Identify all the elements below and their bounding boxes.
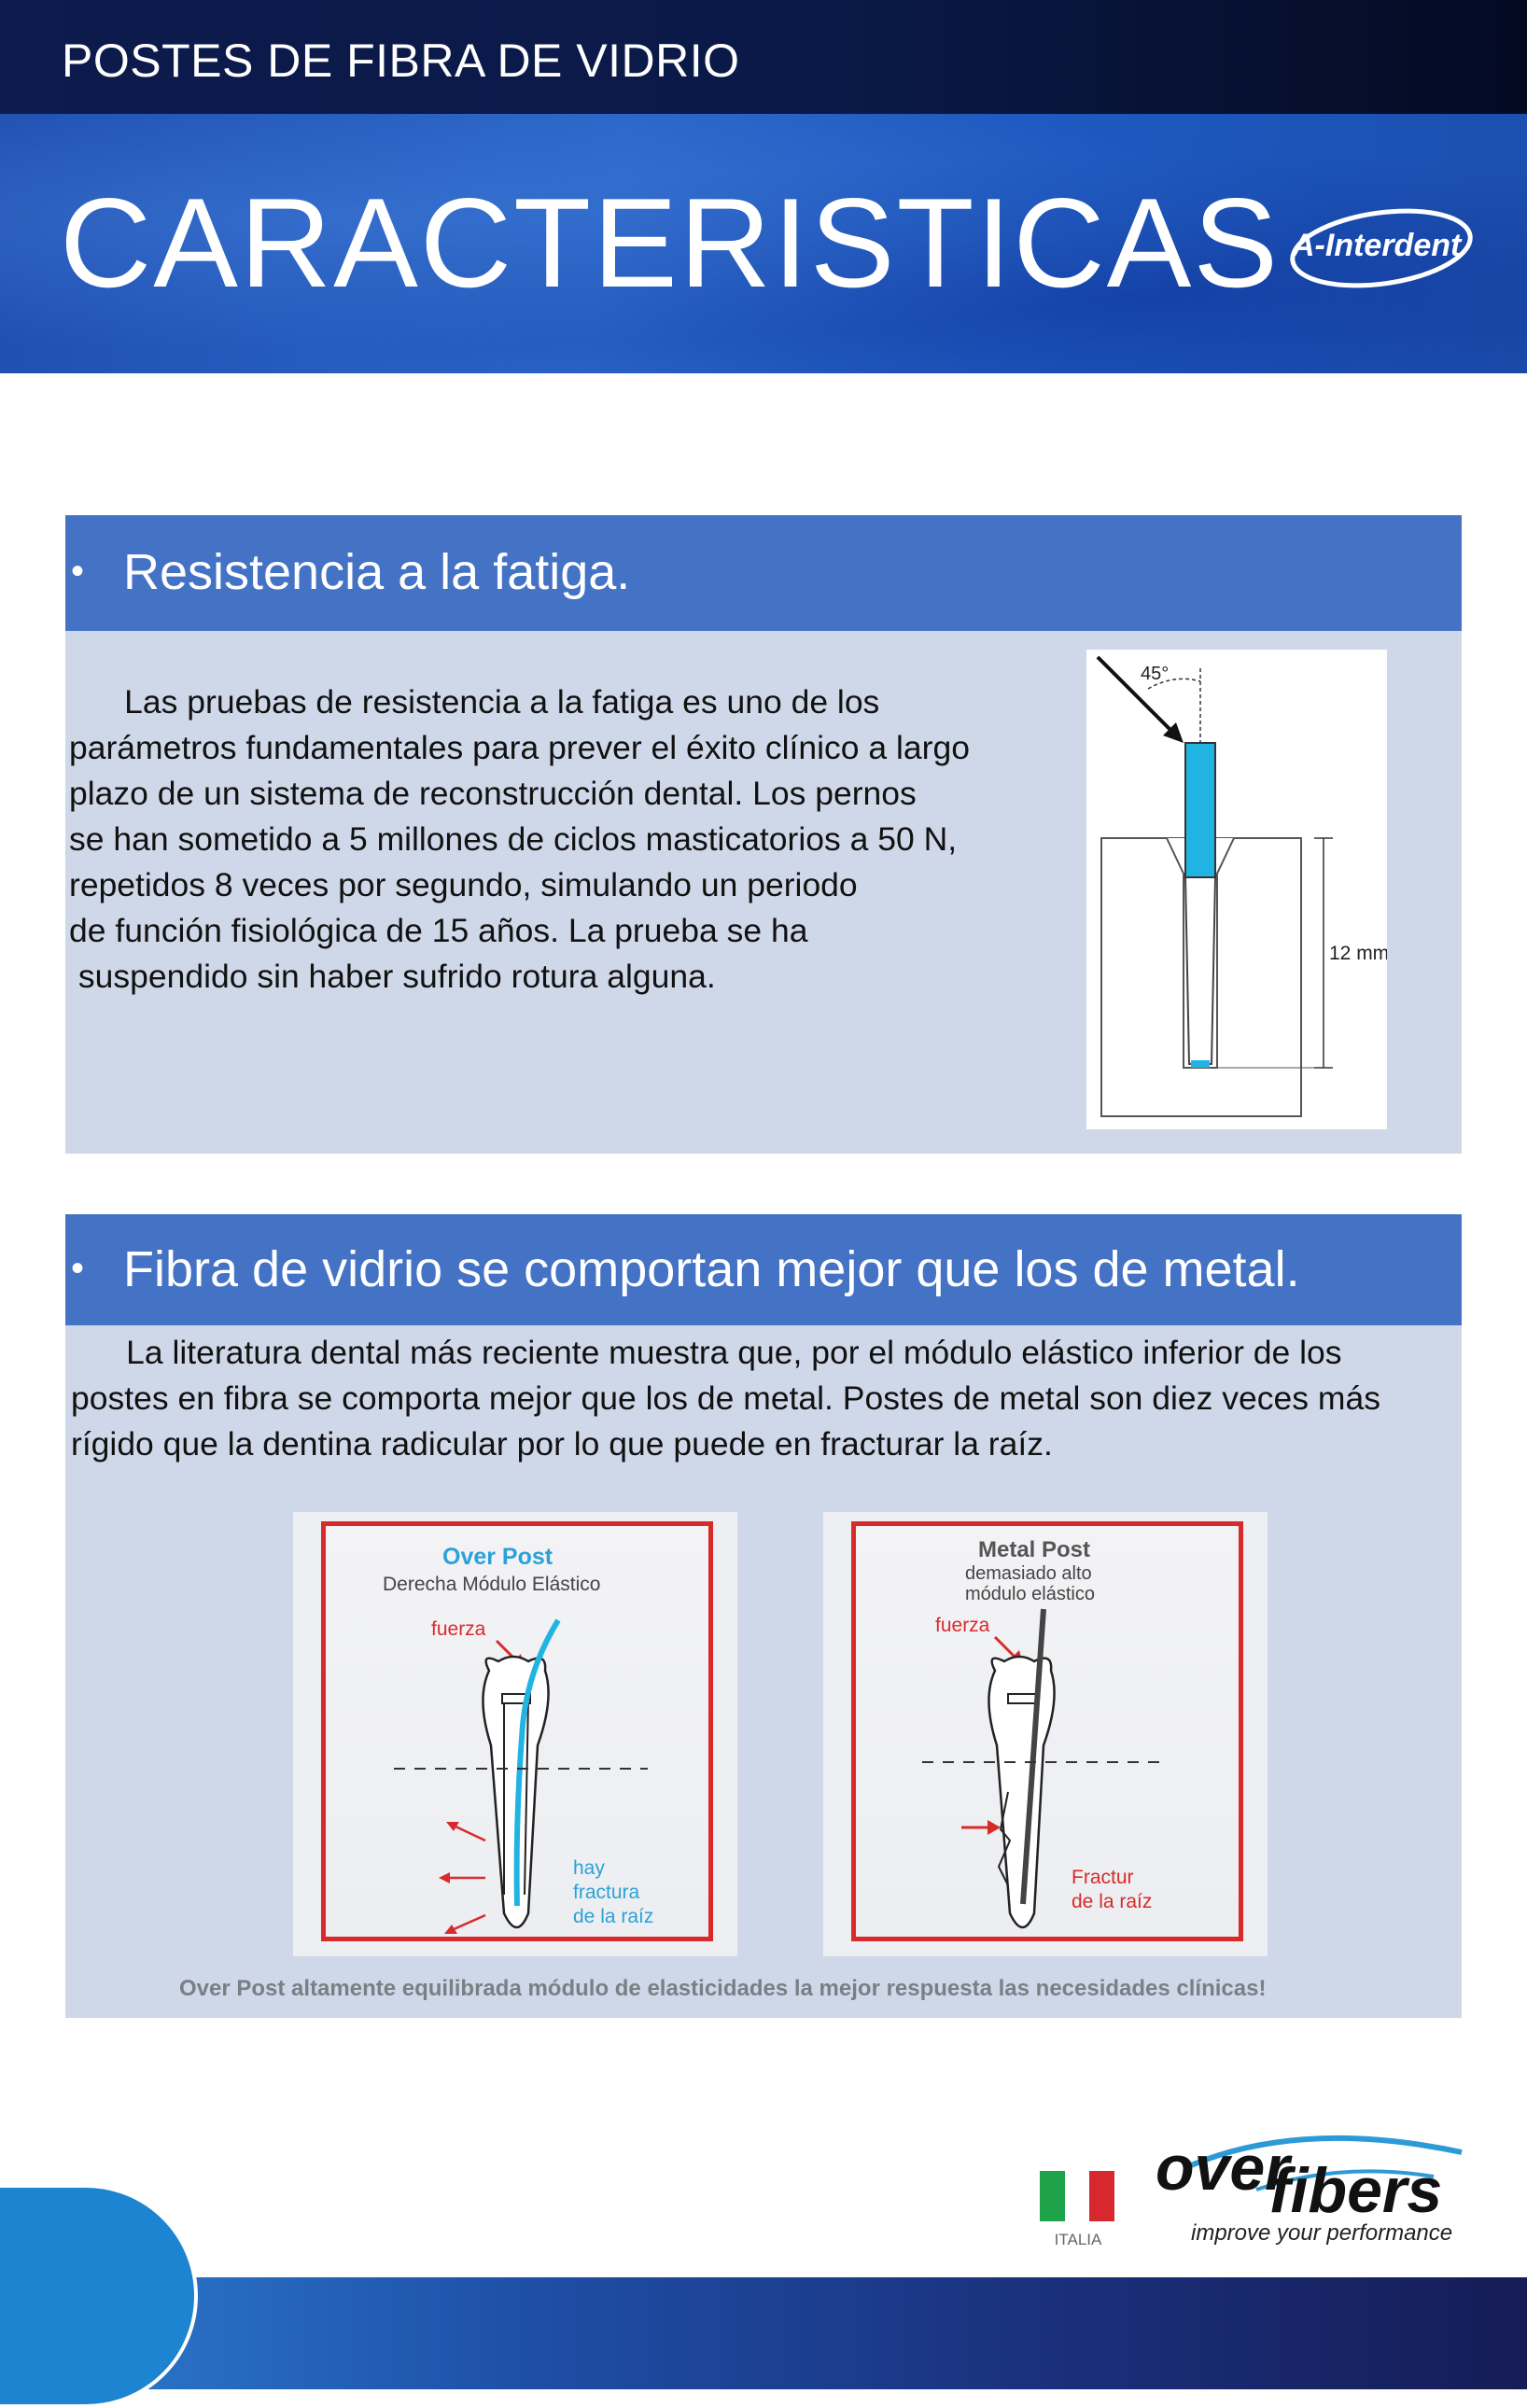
bottom-bar [0, 2277, 1527, 2389]
bullet-icon: • [71, 1248, 85, 1289]
svg-text:fuerza: fuerza [431, 1618, 486, 1640]
svg-text:fibers: fibers [1269, 2155, 1443, 2226]
svg-text:fractura: fractura [573, 1882, 640, 1903]
svg-text:fuerza: fuerza [935, 1615, 990, 1636]
svg-text:12 mm: 12 mm [1329, 943, 1387, 964]
text-line: suspendido sin haber sufrido rotura alguna. [69, 958, 716, 995]
svg-text:Over Post: Over Post [442, 1544, 553, 1570]
fatigue-test-diagram [1086, 650, 1387, 1129]
section-fatigue-text [69, 679, 1058, 1000]
svg-text:over: over [1156, 2133, 1290, 2204]
text-line: rígido que la dentina radicular por lo que puede en fracturar la raíz. [71, 1425, 1053, 1463]
section-comparison-title: Fibra de vidrio se comportan mejor que los de metal. [123, 1241, 1300, 1297]
section-fatigue-title: Resistencia a la fatiga. [123, 544, 631, 600]
svg-text:Metal Post: Metal Post [978, 1537, 1091, 1562]
svg-text:Fractur: Fractur [1072, 1867, 1134, 1888]
svg-text:Derecha Módulo Elástico: Derecha Módulo Elástico [383, 1574, 601, 1595]
text-line: repetidos 8 veces por segundo, simulando un periodo [69, 866, 858, 903]
figure-caption: Over Post altamente equilibrada módulo de elasticidades la mejor respuesta las necesidades clínicas! [179, 1976, 1267, 2001]
bullet-icon: • [71, 551, 85, 592]
svg-text:módulo elástico: módulo elástico [965, 1584, 1095, 1604]
svg-text:improve your performance: improve your performance [1191, 2220, 1453, 2246]
text-line: postes en fibra se comporta mejor que los de metal. Postes de metal son diez veces más [71, 1379, 1380, 1417]
svg-text:de la raíz: de la raíz [1072, 1891, 1153, 1912]
svg-text:de la raíz: de la raíz [573, 1906, 654, 1927]
over-post-figure [293, 1512, 737, 1956]
page-title: CARACTERISTICAS [60, 172, 1281, 314]
section-comparison-header [65, 1214, 1462, 1325]
metal-post-figure [823, 1512, 1268, 1956]
svg-text:hay: hay [573, 1857, 605, 1879]
text-line: plazo de un sistema de reconstrucción dental. Los pernos [69, 775, 917, 812]
svg-text:A-Interdent: A-Interdent [1292, 228, 1462, 263]
text-line: parámetros fundamentales para prever el éxito clínico a largo [69, 729, 970, 766]
text-line: La literatura dental más reciente muestra que, por el módulo elástico inferior de los [71, 1334, 1342, 1371]
hero-banner [0, 114, 1527, 373]
italy-flag-icon [1040, 2171, 1114, 2221]
svg-text:45°: 45° [1141, 664, 1170, 684]
svg-text:demasiado alto: demasiado alto [965, 1563, 1092, 1584]
section-comparison-text [71, 1330, 1452, 1467]
text-line: Las pruebas de resistencia a la fatiga es uno de los [69, 683, 880, 721]
top-bar [0, 0, 1527, 114]
country-label: ITALIA [1054, 2231, 1102, 2248]
section-fatigue-header [65, 515, 1462, 631]
overfibers-logo [1154, 2124, 1490, 2246]
text-line: se han sometido a 5 millones de ciclos masticatorios a 50 N, [69, 820, 958, 858]
a-interdent-logo [1288, 200, 1484, 293]
series-label: POSTES DE FIBRA DE VIDRIO [62, 35, 740, 87]
text-line: de función fisiológica de 15 años. La prueba se ha [69, 912, 808, 949]
